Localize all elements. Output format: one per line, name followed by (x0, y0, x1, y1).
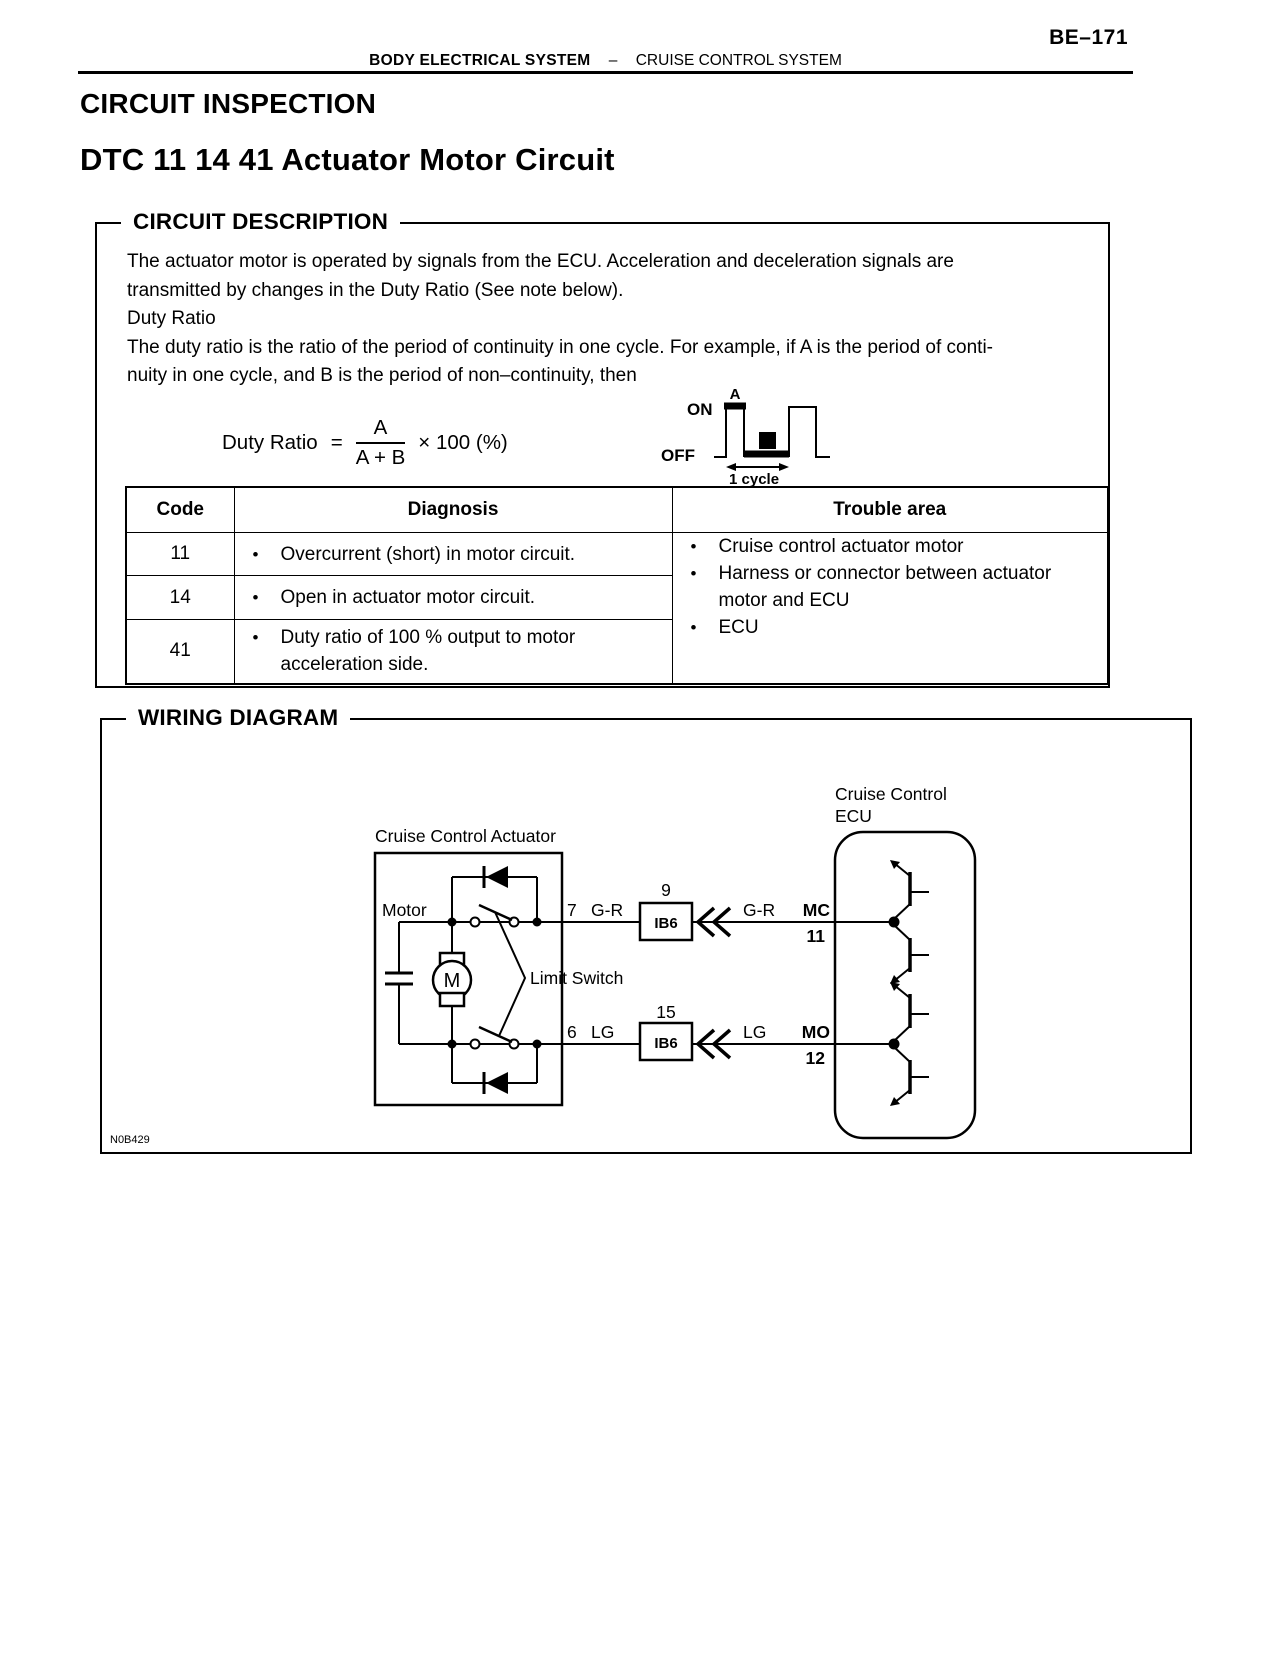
bottom-ecu-terminal: MO (801, 1022, 830, 1042)
section-title: CIRCUIT INSPECTION (80, 88, 377, 119)
diagnosis-cell (234, 576, 672, 620)
bottom-connector-label: IB6 (654, 1035, 678, 1052)
header-diagnosis: Diagnosis (234, 487, 672, 533)
period-a-label: A (729, 387, 741, 403)
period-b-label: B (762, 432, 773, 450)
top-wire-color-left: G-R (591, 900, 624, 920)
transistor-icon (890, 982, 929, 1041)
wiring-diagram-heading: WIRING DIAGRAM (126, 705, 350, 731)
description-line: transmitted by changes in the Duty Ratio (See note below). (127, 279, 624, 301)
capacitor-icon (385, 922, 413, 1044)
running-head (78, 52, 1133, 70)
table-header-row (126, 487, 1108, 533)
duty-cycle-waveform-figure (654, 387, 854, 487)
trouble-area-item: Cruise control actuator motor (718, 536, 964, 557)
transistor-icon (890, 860, 929, 919)
bottom-connector-pin: 15 (656, 1002, 676, 1022)
diagnosis-text: Open in actuator motor circuit. (280, 587, 535, 608)
diagnosis-text: Overcurrent (short) in motor circuit. (280, 543, 576, 565)
circuit-description-heading: CIRCUIT DESCRIPTION (121, 209, 400, 235)
bottom-pin-label: 6 (567, 1022, 577, 1042)
trouble-area-item: Harness or connector between actuator motor and ECU (718, 563, 1052, 611)
code-cell: 11 (126, 533, 234, 576)
diagnosis-cell (234, 533, 672, 576)
ecu-box (835, 832, 975, 1138)
limit-switch-label: Limit Switch (530, 968, 624, 988)
bullet-icon: • (690, 618, 697, 637)
bullet-icon: • (690, 564, 697, 583)
page-number: BE–171 (1049, 26, 1128, 49)
off-label: OFF (661, 446, 695, 465)
bullet-icon: • (690, 537, 697, 556)
bottom-wire-color-left: LG (591, 1022, 615, 1042)
cycle-label: 1 cycle (729, 471, 780, 487)
top-ecu-terminal: MC (802, 900, 830, 920)
actuator-title: Cruise Control Actuator (375, 826, 556, 846)
table-row (126, 533, 1108, 576)
diagnosis-cell (234, 620, 672, 684)
ecu-title-line2: ECU (835, 806, 872, 826)
cycle-arrow-icon (726, 463, 789, 471)
formula-multiplier: × 100 (%) (418, 430, 508, 454)
header-trouble-area: Trouble area (672, 487, 1108, 533)
motor-symbol-label: M (443, 970, 461, 992)
wiring-diagram-figure (102, 720, 1189, 1151)
diagnosis-text: Duty ratio of 100 % output to motor acceleration side. (280, 627, 576, 676)
trouble-area-cell (672, 533, 1108, 684)
wiring-diagram-section (100, 704, 1192, 1154)
ecu-title-line1: Cruise Control (835, 784, 947, 804)
header-rule (78, 71, 1133, 74)
bullet-icon: • (252, 628, 259, 648)
circuit-description-section (95, 208, 1110, 688)
description-line: The duty ratio is the ratio of the period of continuity in one cycle. For example, if A is the period of conti- (127, 336, 994, 358)
code-cell: 14 (126, 576, 234, 620)
code-cell: 41 (126, 620, 234, 684)
description-line: nuity in one cycle, and B is the period of non–continuity, then (127, 365, 637, 386)
top-pin-label: 7 (567, 900, 577, 920)
fraction-numerator: A (356, 416, 406, 444)
duty-ratio-formula (222, 416, 508, 469)
switch-linkage-line (495, 912, 525, 1036)
formula-fraction (356, 416, 406, 469)
dtc-title: DTC 11 14 41 Actuator Motor Circuit (80, 142, 615, 177)
running-head-right: CRUISE CONTROL SYSTEM (635, 52, 842, 69)
top-connector-label: IB6 (654, 915, 678, 932)
description-line: The actuator motor is operated by signals from the ECU. Acceleration and deceleration signals are (127, 251, 954, 272)
fraction-denominator: A + B (355, 445, 406, 469)
limit-switch-bottom-icon (448, 1027, 542, 1049)
description-line: Duty Ratio (127, 308, 216, 329)
trouble-area-item: ECU (718, 617, 759, 638)
running-head-left: BODY ELECTRICAL SYSTEM (369, 52, 591, 69)
transistor-icon (890, 1047, 929, 1106)
bottom-ecu-pin: 12 (805, 1048, 825, 1068)
diode-icon (452, 866, 537, 922)
limit-switch-top-icon (448, 905, 542, 927)
transistor-icon (890, 925, 929, 984)
circuit-description-text (127, 248, 993, 391)
bullet-icon: • (252, 544, 259, 564)
running-head-separator: – (608, 52, 618, 69)
top-ecu-pin: 11 (806, 926, 825, 946)
bullet-icon: • (252, 588, 259, 607)
equals-sign: = (330, 430, 343, 454)
motor-label: Motor (382, 900, 427, 920)
top-connector-pin: 9 (661, 880, 671, 900)
figure-code: N0B429 (110, 1134, 150, 1146)
diode-icon (452, 1044, 537, 1094)
dtc-table (125, 486, 1109, 685)
formula-label: Duty Ratio (222, 430, 318, 454)
on-label: ON (687, 400, 713, 419)
bottom-wire-color-right: LG (743, 1022, 767, 1042)
top-wire-color-right: G-R (743, 900, 776, 920)
header-code: Code (126, 487, 234, 533)
